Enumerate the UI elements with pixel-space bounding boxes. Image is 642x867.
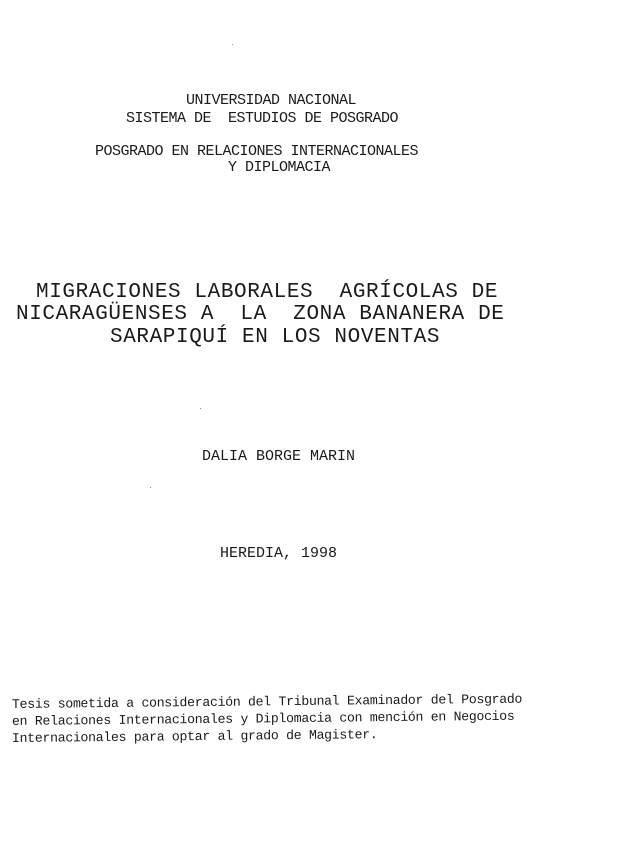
statement-line3: Internacionales para optar al grado de Magister.: [11, 727, 378, 746]
university-name: UNIVERSIDAD NACIONAL: [186, 92, 357, 109]
studies-system: SISTEMA DE ESTUDIOS DE POSGRADO: [126, 110, 399, 127]
statement-line1: Tesis sometida a consideración del Tribunal Examinador del Posgrado: [11, 691, 523, 712]
author-name: DALIA BORGE MARIN: [202, 448, 356, 465]
scan-speck: [150, 487, 151, 488]
place-and-year: HEREDIA, 1998: [220, 545, 338, 562]
scan-speck: [232, 44, 233, 45]
program-name-line2: Y DIPLOMACIA: [228, 159, 331, 176]
program-name-line1: POSGRADO EN RELACIONES INTERNACIONALES: [95, 143, 419, 160]
thesis-title-line3: SARAPIQUÍ EN LOS NOVENTAS: [110, 326, 441, 349]
statement-line2: en Relaciones Internacionales y Diplomacia con mención en Negocios: [11, 708, 515, 729]
thesis-title-line1: MIGRACIONES LABORALES AGRÍCOLAS DE: [36, 281, 499, 304]
thesis-title-line2: NICARAGÜENSES A LA ZONA BANANERA DE: [16, 303, 505, 326]
scan-speck: [200, 408, 201, 409]
